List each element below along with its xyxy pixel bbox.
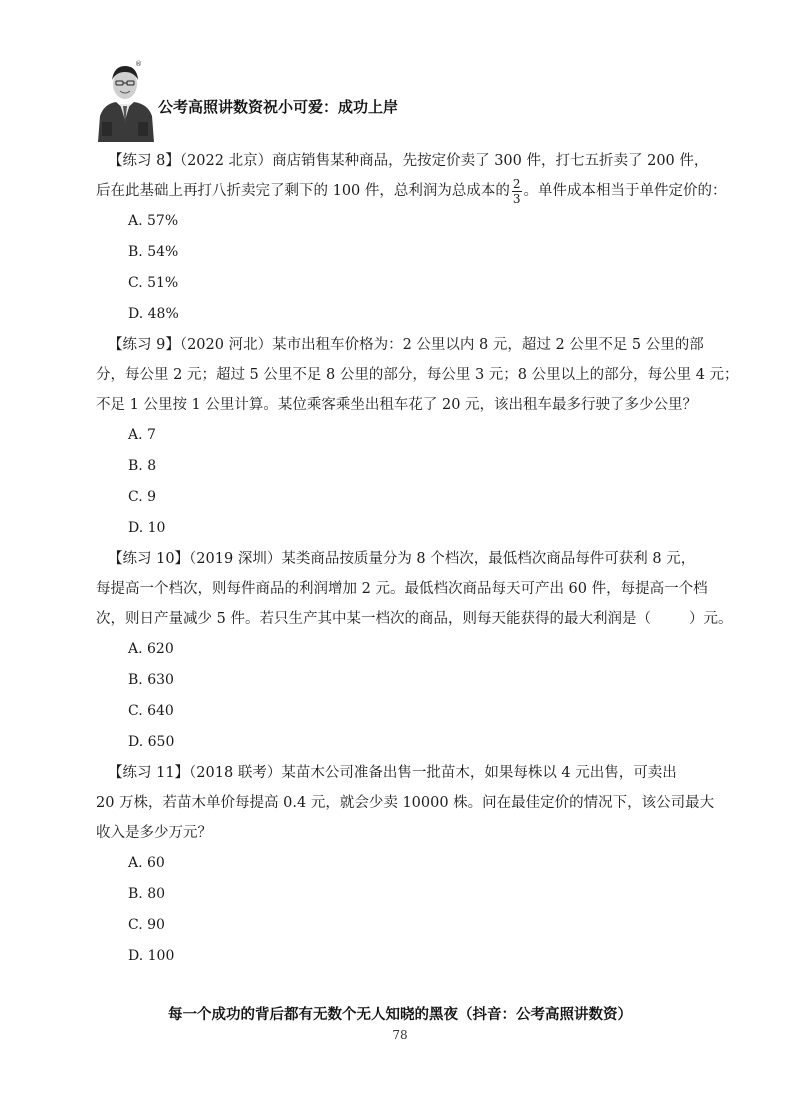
- question-text-line: [96, 176, 727, 206]
- option-d: D. 48%: [128, 306, 179, 322]
- question-text-line: 收入是多少万元？: [96, 825, 212, 841]
- header-title: 公考高照讲数资祝小可爱：成功上岸: [158, 98, 399, 116]
- question-text-segment: 次，则日产量减少 5 件。若只生产其中某一档次的商品，则每天能获得的最大利润是（: [96, 611, 651, 627]
- option-d: D. 10: [128, 520, 166, 536]
- teacher-photo-icon: [92, 58, 158, 142]
- question-text-line: [96, 604, 733, 634]
- option-d: D. 100: [128, 948, 175, 964]
- question-10: [96, 544, 733, 758]
- question-text-segment: 。单件成本相当于单件定价的：: [523, 183, 727, 199]
- fraction: [512, 177, 522, 206]
- option-a: A. 7: [128, 427, 156, 443]
- question-text-segment: 后在此基础上再打八折卖完了剩下的 100 件，总利润为总成本的: [96, 183, 510, 199]
- option-a: A. 60: [128, 855, 165, 871]
- question-text-line: 20 万株，若苗木单价每提高 0.4 元，就会少卖 10000 株。问在最佳定价的情况下，该公司最大: [96, 795, 715, 811]
- option-a: A. 57%: [128, 213, 179, 229]
- question-list: [96, 146, 739, 972]
- option-b: B. 8: [128, 458, 157, 474]
- question-text-line: 【练习 11】（2018 联考）某苗木公司准备出售一批苗木，如果每株以 4 元出售，可卖出: [108, 765, 677, 781]
- question-text-line: 不足 1 公里按 1 公里计算。某位乘客乘坐出租车花了 20 元，该出租车最多行驶了多少公里？: [96, 397, 698, 413]
- question-text-line: 【练习 8】（2022 北京）商店销售某种商品，先按定价卖了 300 件，打七五折卖了 200 件，: [108, 153, 709, 169]
- question-9: [96, 330, 739, 544]
- question-text-line: 【练习 10】（2019 深圳）某类商品按质量分为 8 个档次，最低档次商品每件可获利 8 元，: [108, 551, 696, 567]
- option-c: C. 9: [128, 489, 157, 505]
- option-a: A. 620: [128, 641, 174, 657]
- option-c: C. 90: [128, 917, 165, 933]
- question-11: [96, 758, 716, 972]
- option-c: C. 51%: [128, 275, 179, 291]
- fraction-denominator: 3: [512, 191, 521, 206]
- fraction-numerator: 2: [512, 176, 521, 191]
- option-d: D. 650: [128, 734, 175, 750]
- question-8: [96, 146, 727, 330]
- page-number: 78: [392, 1028, 408, 1042]
- option-b: B. 80: [128, 886, 166, 902]
- question-text-line: 【练习 9】（2020 河北）某市出租车价格为：2 公里以内 8 元，超过 2 公里不足 5 公里的部: [108, 337, 704, 353]
- question-text-line: 每提高一个档次，则每件商品的利润增加 2 元。最低档次商品每天可产出 60 件，每提高一个档: [96, 581, 708, 597]
- footer-slogan: 每一个成功的背后都有无数个无人知晓的黑夜（抖音：公考高照讲数资）: [168, 1007, 632, 1023]
- option-c: C. 640: [128, 703, 174, 719]
- registered-mark: ®: [135, 60, 142, 68]
- option-b: B. 54%: [128, 244, 179, 260]
- page-header: [92, 58, 692, 142]
- question-text-line: 分，每公里 2 元；超过 5 公里不足 8 公里的部分，每公里 3 元；8 公里以上的部分，每公里 4 元；: [96, 367, 739, 383]
- question-text-segment: ）元。: [688, 611, 733, 627]
- option-b: B. 630: [128, 672, 174, 688]
